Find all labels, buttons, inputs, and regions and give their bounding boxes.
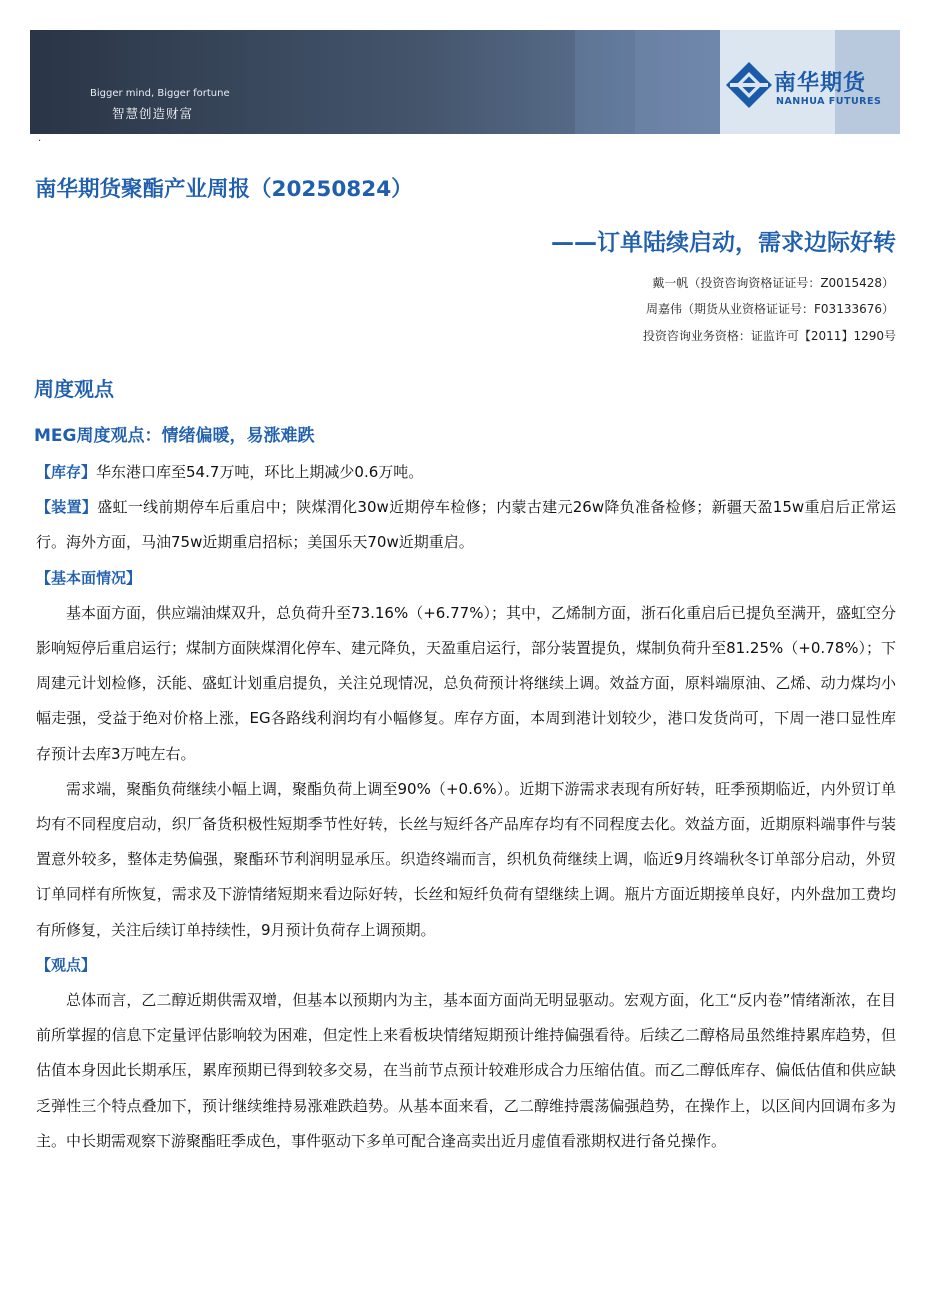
viewpoint-paragraph: 总体而言，乙二醇近期供需双增，但基本以预期内为主，基本面方面尚无明显驱动。宏观方面，化工“反内卷”情绪渐浓，在目前所掌握的信息下定量评估影响较为困难，但定性上来看板块情绪短期预计维持偏强看待。后续乙二醇格局虽然维持累库趋势，但估值本身因此长期承压，累库预期已得到较多交易，在当前节点预计较难形成合力压缩估值。而乙二醇低库存、偏低估值和供应缺乏弹性三个特点叠加下，预计继续维持易涨难跌趋势。从基本面来看，乙二醇维持震荡偏强趋势，在操作上，以区间内回调布多为主。中长期需观察下游聚酯旺季成色，事件驱动下多单可配合逢高卖出近月虚值看涨期权进行备兑操作。 [36,991,896,1150]
inventory-tag: 【库存】 [36,463,97,481]
header-banner [30,30,900,134]
fundamentals-supply-paragraph: 基本面方面，供应端油煤双升，总负荷升至73.16%（+6.77%）；其中，乙烯制方面，浙石化重启后已提负至满开，盛虹空分影响短停后重启运行；煤制方面陕煤渭化停车、建元降负，天盈重启运行，部分装置提负，煤制负荷升至81.25%（+0.78%）；下周建元计划检修，沃能、盛虹计划重启提负，关注兑现情况，总负荷预计将继续上调。效益方面，原料端原油、乙烯、动力煤均小幅走强，受益于绝对价格上涨，EG各路线利润均有小幅修复。库存方面，本周到港计划较少，港口发货尚可，下周一港口显性库存预计去库3万吨左右。 [36,603,896,763]
facility-paragraph [36,490,896,560]
logo-text-cn: 南华期货 [774,71,867,96]
meg-heading: MEG周度观点：情绪偏暖，易涨难跌 [34,426,315,446]
report-title: 南华期货聚酯产业周报（20250824） [35,177,413,202]
banner-stripe [575,30,635,134]
fundamentals-tag: 【基本面情况】 [36,568,142,587]
bullet-dot: · [38,136,42,147]
facility-text: 盛虹一线前期停车后重启中；陕煤渭化30w近期停车检修；内蒙古建元26w降负准备检修；新疆天盈15w重启后正常运行。海外方面，马油75w近期重启招标；美国乐天70w近期重启。 [36,498,896,552]
report-subtitle: ——订单陆续启动，需求边际好转 [551,230,896,256]
viewpoint-tag: 【观点】 [36,955,97,974]
nanhua-logo-icon [726,62,772,108]
section-title: 周度观点 [34,377,114,401]
license-line: 投资咨询业务资格：证监许可【2011】1290号 [642,329,896,343]
author-line: 戴一帆（投资咨询资格证证号：Z0015428） [652,276,894,290]
banner-stripe [635,30,725,134]
inventory-text: 华东港口库至54.7万吨，环比上期减少0.6万吨。 [96,463,424,481]
author-line: 周嘉伟（期货从业资格证证号：F03133676） [646,302,894,316]
fundamentals-demand-paragraph: 需求端，聚酯负荷继续小幅上调，聚酯负荷上调至90%（+0.6%）。近期下游需求表现有所好转，旺季预期临近，内外贸订单均有不同程度启动，织厂备货积极性短期季节性好转，长丝与短纤各产品库存均有不同程度去化。效益方面，近期原料端事件与装置意外较多，整体走势偏强，聚酯环节利润明显承压。织造终端而言，织机负荷继续上调，临近9月终端秋冬订单部分启动，外贸订单同样有所恢复，需求及下游情绪短期来看边际好转，长丝和短纤负荷有望继续上调。瓶片方面近期接单良好，内外盘加工费均有所修复，关注后续订单持续性，9月预计负荷存上调预期。 [36,779,896,939]
logo-text-en: NANHUA FUTURES [776,96,882,107]
slogan-en: Bigger mind, Bigger fortune [90,88,230,99]
facility-tag: 【装置】 [36,498,98,517]
report-body [36,455,896,1159]
inventory-paragraph [36,455,896,490]
slogan-cn: 智慧创造财富 [112,106,194,121]
